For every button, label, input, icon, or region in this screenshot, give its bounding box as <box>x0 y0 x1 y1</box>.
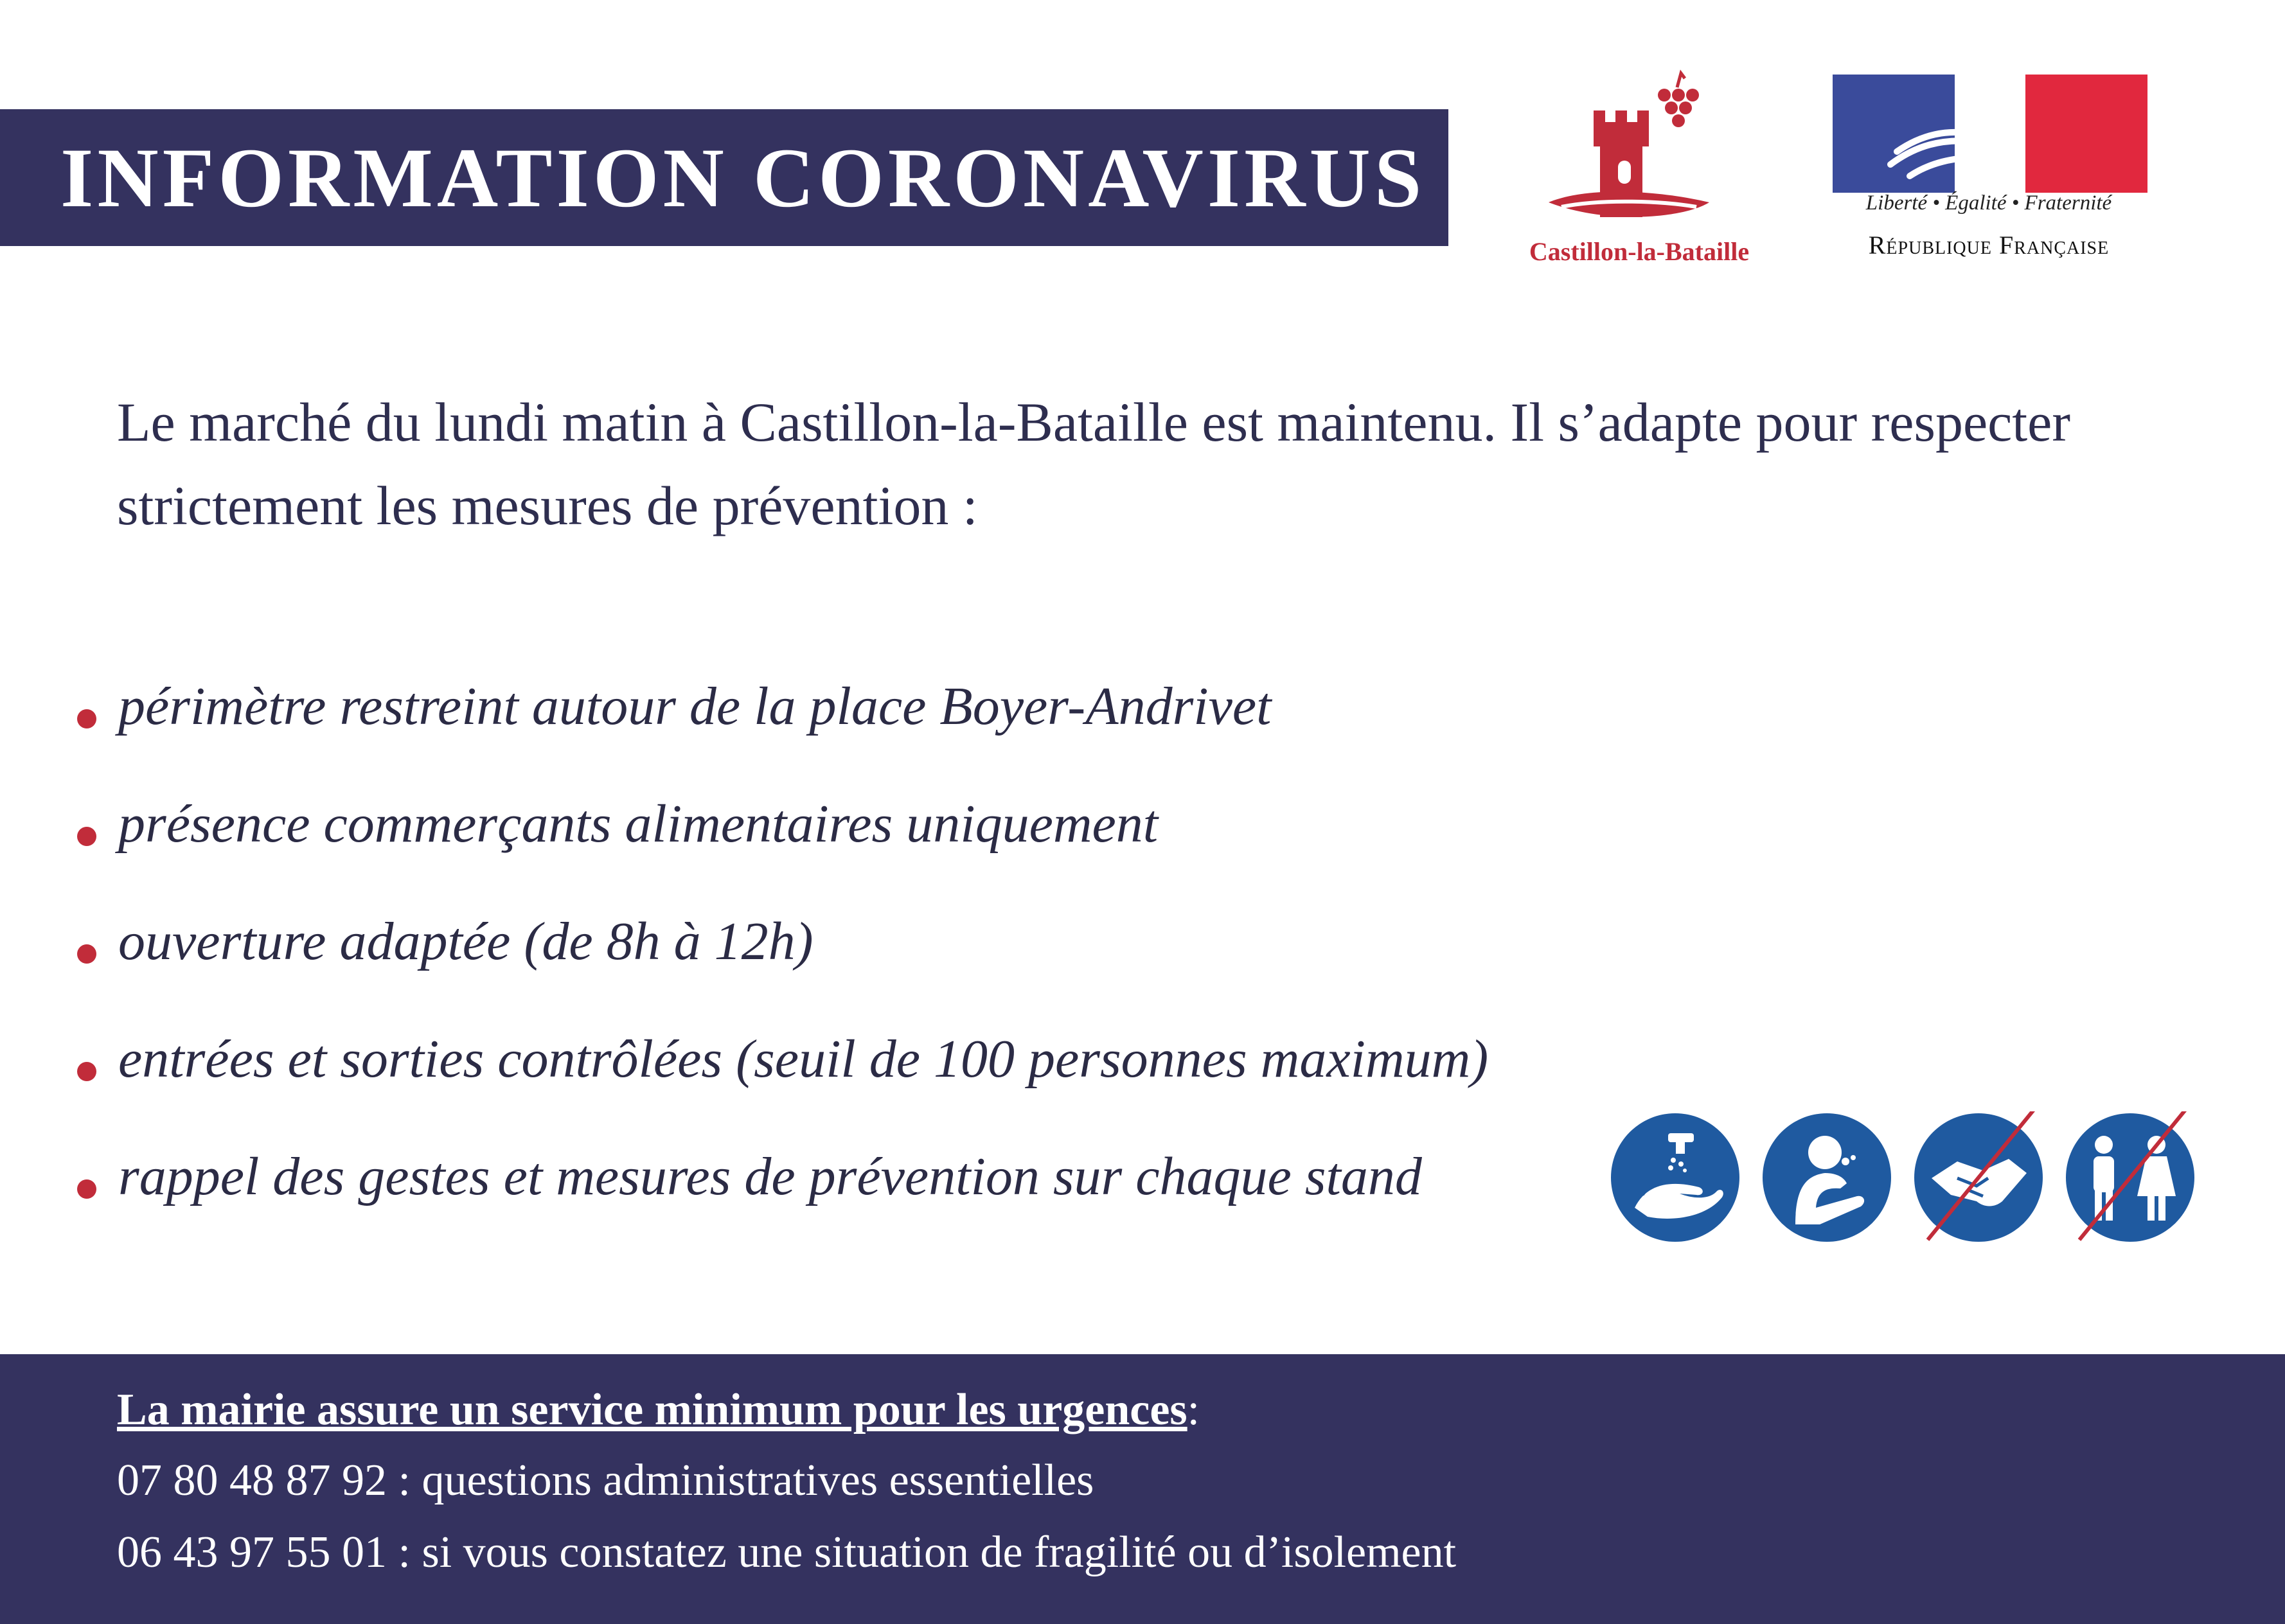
bullet-icon <box>77 944 96 964</box>
measure-text: périmètre restreint autour de la place Boyer-Andrivet <box>118 676 1272 736</box>
rf-name: République Française <box>1868 231 2110 260</box>
measure-text: présence commerçants alimentaires uniquement <box>118 794 1159 854</box>
title-banner <box>0 109 1448 246</box>
bullet-icon <box>77 1062 96 1081</box>
footer-title-text: La mairie assure un service minimum pour les urgences <box>117 1385 1187 1434</box>
social-distancing-icon <box>2064 1111 2196 1244</box>
contact-label: si vous constatez une situation de fragilité ou d’isolement <box>422 1528 1457 1577</box>
measure-text: ouverture adaptée (de 8h à 12h) <box>118 912 814 971</box>
footer-title-suffix: : <box>1187 1385 1200 1434</box>
contact-line <box>117 1524 1456 1582</box>
contact-separator: : <box>387 1528 422 1577</box>
banner-title: INFORMATION CORONAVIRUS <box>60 130 1426 225</box>
castle-tower-icon <box>1549 64 1735 231</box>
castillon-name: Castillon-la-Bataille <box>1529 237 1750 266</box>
rf-motto: Liberté • Égalité • Fraternité <box>1865 191 2112 215</box>
contact-line <box>117 1452 1094 1510</box>
republique-francaise-logo <box>1830 75 2147 267</box>
footer-contact <box>0 1354 2285 1624</box>
castillon-logo <box>1484 64 1794 270</box>
phone-number[interactable]: 07 80 48 87 92 <box>117 1456 387 1505</box>
measure-text: rappel des gestes et mesures de prévention sur chaque stand <box>118 1147 1422 1206</box>
measure-text: entrées et sorties contrôlées (seuil de 100 personnes maximum) <box>118 1029 1489 1089</box>
contact-separator: : <box>387 1456 422 1505</box>
bullet-icon <box>77 709 96 728</box>
footer-title <box>117 1381 1200 1439</box>
intro-paragraph: Le marché du lundi matin à Castillon-la-Bataille est maintenu. Il s’adapte pour respecter strictement les mesures de prévention : <box>117 391 2070 536</box>
contact-label: questions administratives essentielles <box>422 1456 1094 1505</box>
bullet-icon <box>77 827 96 846</box>
marianne-flag-icon <box>1833 75 2147 193</box>
phone-number[interactable]: 06 43 97 55 01 <box>117 1528 387 1577</box>
prevention-pictograms <box>1609 1111 2198 1244</box>
bullet-icon <box>77 1179 96 1199</box>
no-handshake-icon <box>1912 1111 2045 1244</box>
cough-in-elbow-icon <box>1761 1111 1893 1244</box>
hand-washing-icon <box>1609 1111 1741 1244</box>
